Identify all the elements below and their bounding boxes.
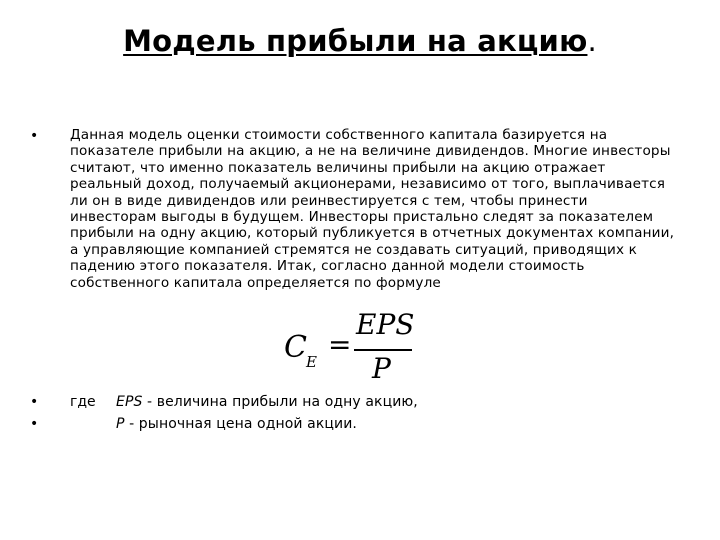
where-label: где <box>70 394 96 410</box>
definition-text: - рыночная цена одной акции. <box>124 416 357 432</box>
definition-term: P <box>116 416 125 432</box>
slide-title-text: Модель прибыли на акцию <box>123 24 588 58</box>
bullet-3: • <box>30 416 39 432</box>
formula-denominator: P <box>372 352 391 385</box>
formula-subscript: E <box>306 353 317 371</box>
formula <box>284 308 424 388</box>
bullet-1: • <box>30 128 39 144</box>
slide-title <box>0 24 720 58</box>
formula-lhs: C <box>284 330 307 365</box>
definition-p <box>116 416 357 432</box>
definition-term: EPS <box>116 394 143 410</box>
formula-numerator: EPS <box>356 308 415 341</box>
formula-equals: = <box>328 328 352 361</box>
definition-eps <box>116 394 418 410</box>
bullet-2: • <box>30 394 39 410</box>
definition-text: - величина прибыли на одну акцию, <box>142 394 418 410</box>
slide-title-dot: . <box>587 24 597 58</box>
fraction-bar <box>354 349 412 351</box>
body-paragraph: Данная модель оценки стоимости собственного капитала базируется на показателе прибыли на акцию, а не на величине дивидендов. Многие инвесторы считают, что именно показатель величины прибыли на акцию отражает реальный доход, получаемый акционерами, независимо от того, выплачивается ли он в виде дивидендов или реинвестируется с тем, чтобы принести инвесторам выгоды в будущем. Инвесторы пристально следят за показателем прибыли на одну акцию, который публикуется в отчетных документах компании, а управляющие компанией стремятся не создавать ситуаций, приводящих к падению этого показателя. Итак, согласно данной модели стоимость собственного капитала определяется по формуле <box>70 127 675 291</box>
